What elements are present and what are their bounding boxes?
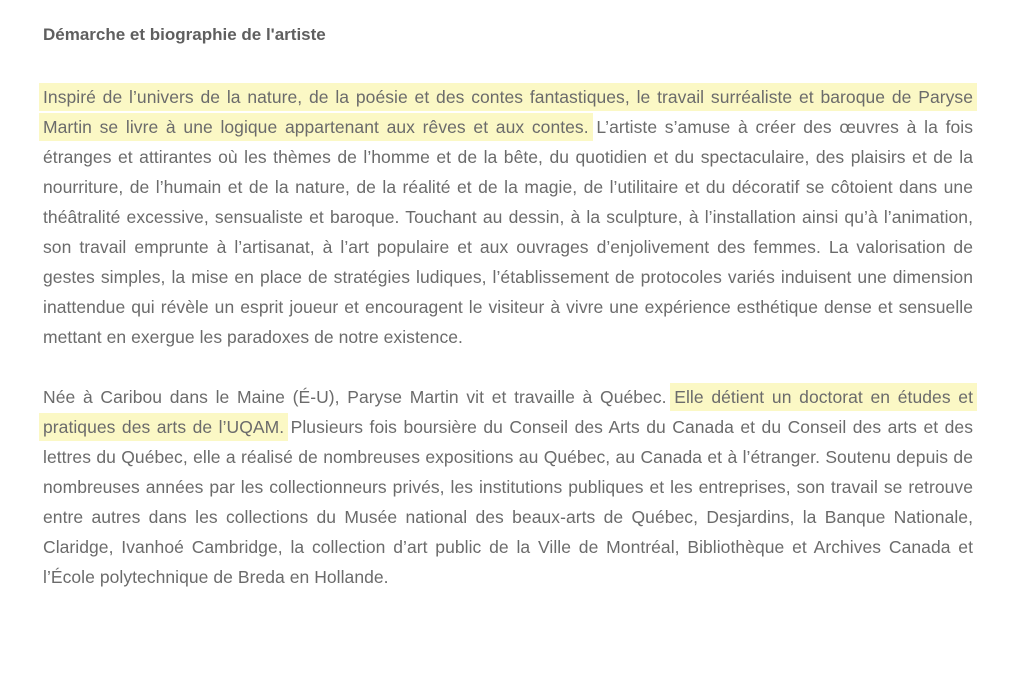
paragraph-artist-approach: [43, 82, 973, 352]
highlighted-text: Inspiré de l’univers de la nature, de la poésie et des contes fantastiques, le travail surréaliste et baroque de Paryse Martin se livre à une logique appartenant aux rêves et aux contes.: [43, 87, 973, 137]
article-section: [43, 22, 973, 592]
paragraph-text: Née à Caribou dans le Maine (É-U), Paryse Martin vit et travaille à Québec.: [43, 387, 675, 407]
paragraph-artist-biography: [43, 382, 973, 592]
paragraph-text: Plusieurs fois boursière du Conseil des Arts du Canada et du Conseil des arts et des lettres du Québec, elle a réalisé de nombreuses expositions au Québec, au Canada et à l’étranger. Soutenu depuis de nombreuses années par les collectionneurs privés, les institutions publiques et les entreprises, son travail se retrouve entre autres dans les collections du Musée national des beaux-arts de Québec, Desjardins, la Banque Nationale, Claridge, Ivanhoé Cambridge, la collection d’art public de la Ville de Montréal, Bibliothèque et Archives Canada et l’École polytechnique de Breda en Hollande.: [43, 417, 973, 587]
highlighted-text: Elle détient un doctorat en études et pratiques des arts de l’UQAM.: [43, 387, 974, 437]
paragraph-text: L’artiste s’amuse à créer des œuvres à la fois étranges et attirantes où les thèmes de l’homme et de la bête, du quotidien et du spectaculaire, des plaisirs et de la nourriture, de l’humain et de la nature, de la réalité et de la magie, de l’utilitaire et du décoratif se côtoient dans une théâtralité excessive, sensualiste et baroque. Touchant au dessin, à la sculpture, à l’installation ainsi qu’à l’animation, son travail emprunte à l’artisanat, à l’art populaire et aux ouvrages d’enjolivement des femmes. La valorisation de gestes simples, la mise en place de stratégies ludiques, l’établissement de protocoles variés induisent une dimension inattendue qui révèle un esprit joueur et encouragent le visiteur à vivre une expérience esthétique dense et sensuelle mettant en exergue les paradoxes de notre existence.: [43, 117, 974, 347]
section-heading: Démarche et biographie de l'artiste: [43, 25, 326, 44]
